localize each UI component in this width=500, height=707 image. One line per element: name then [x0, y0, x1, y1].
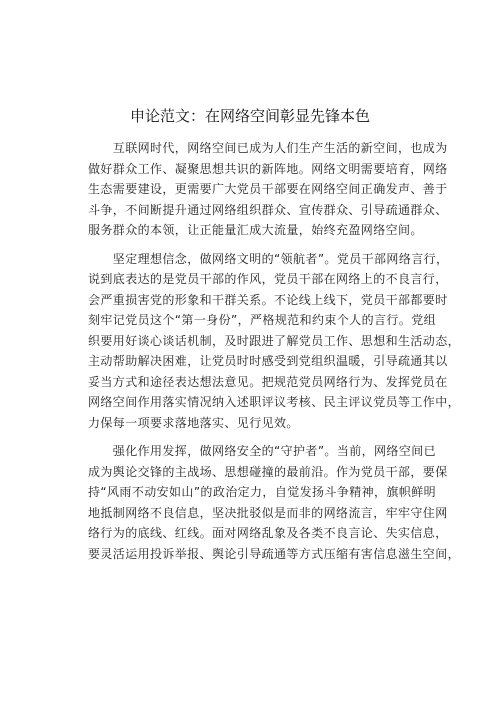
- paragraph-line: 要灵活运用投诉举报、舆论引导疏通等方式压缩有害信息滋生空间，: [88, 546, 461, 561]
- paragraph-line: 会严重损害党的形象和干群关系。不论线上线下，党员干部都要时: [88, 292, 448, 307]
- paragraph-line: 地抵制网络不良信息，坚决批驳似是而非的网络流言，牢牢守住网: [88, 505, 448, 520]
- paragraph-line: 做好群众工作、凝聚思想共识的新阵地。网络文明需要培育，网络: [88, 161, 448, 176]
- paragraph-line: 刻牢记党员这个“第一身份”，严格规范和约束个人的言行。党组: [88, 313, 437, 327]
- paragraph-line: 成为舆论交锋的主战场、思想碰撞的最前沿。作为党员干部，要保: [88, 464, 448, 479]
- paragraph-line: 持“风雨不动安如山”的政治定力，自觉发扬斗争精神，旗帜鲜明: [88, 485, 437, 499]
- paragraph-line: 络行为的底线、红线。面对网络乱象及各类不良言论、失实信息，: [88, 526, 448, 540]
- document-title: 申论范文：在网络空间彰显先锋本色: [130, 107, 371, 125]
- paragraph-line: 斗争，不间断提升通过网络组织群众、宣传群众、引导疏通群众、: [88, 202, 448, 217]
- paragraph-line: 织要用好谈心谈话机制，及时跟进了解党员工作、思想和生活动态，: [88, 333, 461, 348]
- paragraph-3: [88, 441, 460, 564]
- paragraph-line: 主动帮助解决困难，让党员时时感受到党组织温暖，引导疏通其以: [88, 354, 448, 368]
- paragraph-line: 服务群众的本领，让正能量汇成大流量，始终充盈网络空间。: [88, 223, 423, 237]
- paragraph-line: 互联网时代，网络空间已成为人们生产生活的新空间，也成为: [88, 141, 448, 155]
- paragraph-line: 妥当方式和途径表达想法意见。把规范党员网络行为、发挥党员在: [88, 374, 448, 389]
- paragraph-line: 生态需要建设，更需要广大党员干部要在网络空间正确发声、善于: [88, 182, 448, 196]
- paragraph-1: [88, 138, 460, 241]
- paragraph-line: 网络空间作用落实情况纳入述职评议考核、民主评议党员等工作中，: [88, 395, 461, 409]
- paragraph-2: [88, 249, 460, 434]
- paragraph-line: 强化作用发挥，做网络安全的“守护者”。当前，网络空间已: [88, 444, 437, 458]
- paragraph-line: 坚定理想信念，做网络文明的“领航者”。党员干部网络言行，: [88, 251, 449, 266]
- paragraph-line: 说到底表达的是党员干部的作风，党员干部在网络上的不良言行，: [88, 272, 448, 286]
- paragraph-line: 力保每一项要求落地落实、见行见效。: [88, 415, 299, 430]
